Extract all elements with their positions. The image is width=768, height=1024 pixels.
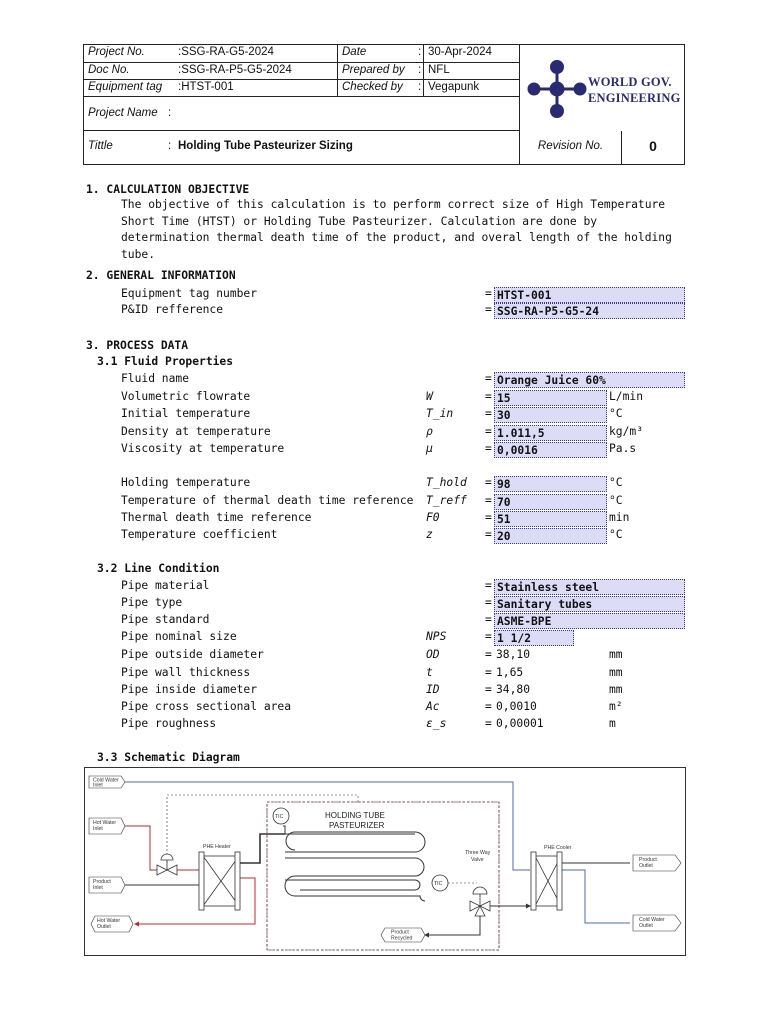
line-row: Pipe type = Sanitary tubes bbox=[0, 596, 768, 613]
fluid-row: Initial temperature T_in = 30 °C bbox=[121, 407, 623, 422]
initial-temp-input[interactable]: 30 bbox=[494, 407, 607, 423]
three-way-valve-label-2: Valve bbox=[471, 857, 484, 863]
line-calc-row: Pipe inside diameter ID = 34,80 mm bbox=[121, 683, 623, 696]
doc-no-label: Doc No. bbox=[84, 63, 174, 80]
thermal-row: Temperature coefficient z = 20 °C bbox=[121, 528, 623, 543]
title-value: Holding Tube Pasteurizer Sizing bbox=[174, 131, 520, 164]
svg-text:Inlet: Inlet bbox=[93, 826, 103, 832]
svg-text:Inlet: Inlet bbox=[93, 885, 103, 891]
doc-no-value: SSG-RA-P5-G5-2024 bbox=[181, 64, 292, 76]
line-calc-row: Pipe outside diameter OD = 38,10 mm bbox=[121, 648, 623, 661]
svg-text:Product: Product bbox=[93, 879, 111, 885]
cold-water-outlet-line bbox=[560, 870, 630, 923]
holding-tube-coil bbox=[283, 826, 425, 901]
project-no-value: SSG-RA-G5-2024 bbox=[181, 46, 274, 58]
holding-tube-title-1: HOLDING TUBE bbox=[325, 811, 385, 820]
thermal-row: Holding temperature T_hold = 98 °C bbox=[121, 476, 623, 491]
svg-text:Product: Product bbox=[391, 929, 409, 936]
row-label: Equipment tag number bbox=[121, 287, 258, 300]
fluid-name-input[interactable]: Orange Juice 60% bbox=[494, 372, 685, 388]
revision-label: Revision No. bbox=[520, 131, 622, 164]
pid-reference-input[interactable]: SSG-RA-P5-G5-24 bbox=[494, 303, 685, 319]
equipment-tag-label: Equipment tag bbox=[84, 80, 174, 97]
line-condition-heading: 3.2 Line Condition bbox=[97, 562, 220, 575]
project-name-label: Project Name : bbox=[84, 97, 174, 131]
objective-text: The objective of this calculation is to perform correct size of High Temperature Short Time (HTST) or Holding Tube Pasteurizer. Calculation are done by determination thermal death time of the product, and overal length of the holding tube. bbox=[121, 198, 672, 261]
line-row: Pipe material = Stainless steel bbox=[0, 579, 768, 596]
tic-holding-label: TIC bbox=[275, 814, 284, 820]
product-to-holding-line bbox=[240, 834, 285, 863]
prepared-by-label: Prepared by : bbox=[338, 63, 424, 80]
date-value: 30-Apr-2024 bbox=[424, 45, 520, 63]
svg-text:Inlet: Inlet bbox=[93, 782, 103, 789]
holding-tube-title-2: PASTEURIZER bbox=[329, 821, 385, 830]
checked-by-label: Checked by : bbox=[338, 80, 424, 97]
title-label: Tittle : bbox=[88, 140, 172, 152]
general-row: Equipment tag number = HTST-001 bbox=[0, 287, 768, 304]
company-name-line2: ENGINEERING bbox=[588, 91, 681, 105]
outside-diameter-value: 38,10 bbox=[496, 648, 531, 661]
project-no-cell: :SSG-RA-G5-2024 bbox=[174, 45, 338, 63]
svg-text:Cold Water: Cold Water bbox=[93, 777, 119, 784]
line-row: Pipe nominal size NPS = 1 1/2 bbox=[0, 630, 768, 647]
svg-text:Outlet: Outlet bbox=[639, 923, 653, 929]
phe-cooler bbox=[531, 852, 562, 910]
density-input[interactable]: 1.011,5 bbox=[494, 425, 607, 441]
death-time-input[interactable]: 51 bbox=[494, 511, 607, 527]
svg-text:Product: Product bbox=[639, 857, 657, 863]
company-name-line1: WORLD GOV. bbox=[588, 75, 672, 89]
doc-no-cell: :SSG-RA-P5-G5-2024 bbox=[174, 63, 338, 80]
fluid-row: Volumetric flowrate W = 15 L/min bbox=[121, 390, 644, 405]
row-label: P&ID refference bbox=[121, 303, 224, 316]
company-logo bbox=[520, 45, 686, 133]
line-row: Pipe standard = ASME-BPE bbox=[0, 613, 768, 630]
cross-section-value: 0,0010 bbox=[496, 700, 537, 713]
tic-outlet-label: TIC bbox=[434, 881, 443, 887]
phe-heater bbox=[199, 852, 240, 910]
svg-text:Hot Water: Hot Water bbox=[93, 820, 117, 826]
date-label: Date : bbox=[338, 45, 424, 63]
pipe-material-select[interactable]: Stainless steel bbox=[494, 579, 685, 595]
fluid-row: Fluid name = Orange Juice 60% bbox=[0, 372, 768, 389]
three-way-valve-label-1: Three Way bbox=[465, 850, 491, 856]
phe-cooler-label: PHE Cooler bbox=[544, 845, 572, 851]
roughness-value: 0,00001 bbox=[496, 717, 544, 730]
wall-thickness-value: 1,65 bbox=[496, 666, 524, 679]
line-calc-row: Pipe cross sectional area Ac = 0,0010 m² bbox=[121, 700, 623, 713]
line-calc-row: Pipe roughness ε_s = 0,00001 m bbox=[121, 717, 616, 730]
checked-by-value: Vegapunk bbox=[424, 80, 520, 97]
pipe-standard-select[interactable]: ASME-BPE bbox=[494, 613, 685, 629]
general-row: P&ID refference = SSG-RA-P5-G5-24 bbox=[0, 303, 768, 320]
flowrate-input[interactable]: 15 bbox=[494, 390, 607, 406]
revision-value: 0 bbox=[649, 138, 657, 154]
equipment-tag-cell: :HTST-001 bbox=[174, 80, 338, 97]
svg-text:Outlet: Outlet bbox=[639, 863, 653, 869]
fluid-row: Density at temperature ρ = 1.011,5 kg/m³ bbox=[121, 425, 644, 440]
svg-text:Cold Water: Cold Water bbox=[639, 917, 665, 923]
phe-heater-label: PHE Heater bbox=[203, 844, 231, 850]
svg-text:Recycled: Recycled bbox=[391, 935, 413, 942]
equipment-tag-input[interactable]: HTST-001 bbox=[494, 287, 685, 303]
fluid-properties-heading: 3.1 Fluid Properties bbox=[97, 355, 234, 368]
control-valve-icon bbox=[157, 854, 177, 875]
reference-temp-input[interactable]: 70 bbox=[494, 494, 607, 510]
project-no-label: Project No. bbox=[84, 45, 174, 63]
pipe-type-select[interactable]: Sanitary tubes bbox=[494, 596, 685, 612]
section3-heading: 3. PROCESS DATA bbox=[86, 339, 189, 352]
temp-coefficient-input[interactable]: 20 bbox=[494, 528, 607, 544]
svg-text:Outlet: Outlet bbox=[97, 924, 111, 930]
inside-diameter-value: 34,80 bbox=[496, 683, 531, 696]
schematic-diagram bbox=[84, 767, 686, 956]
thermal-row: Temperature of thermal death time reference T_reff = 70 °C bbox=[121, 494, 623, 509]
prepared-by-value: NFL bbox=[424, 63, 520, 80]
project-name-value bbox=[174, 97, 520, 131]
three-way-valve-icon bbox=[470, 887, 490, 916]
viscosity-input[interactable]: 0,0016 bbox=[494, 442, 607, 458]
schematic-heading: 3.3 Schematic Diagram bbox=[97, 751, 240, 764]
thermal-row: Thermal death time reference F0 = 51 min bbox=[121, 511, 630, 526]
svg-text:Hot Water: Hot Water bbox=[97, 918, 121, 924]
hot-water-inlet-line bbox=[125, 826, 203, 870]
fluid-row: Viscosity at temperature μ = 0,0016 Pa.s bbox=[121, 442, 637, 457]
equipment-tag-value: HTST-001 bbox=[181, 81, 234, 93]
product-recycle-line bbox=[425, 913, 480, 935]
document-header bbox=[83, 44, 685, 165]
section2-heading: 2. GENERAL INFORMATION bbox=[86, 269, 236, 282]
line-calc-row: Pipe wall thickness t = 1,65 mm bbox=[121, 666, 623, 679]
section1-heading: 1. CALCULATION OBJECTIVE bbox=[86, 183, 250, 196]
schematic-svg bbox=[85, 768, 685, 955]
pipe-nominal-size-select[interactable]: 1 1/2 bbox=[494, 630, 574, 646]
holding-temp-input[interactable]: 98 bbox=[494, 476, 607, 492]
